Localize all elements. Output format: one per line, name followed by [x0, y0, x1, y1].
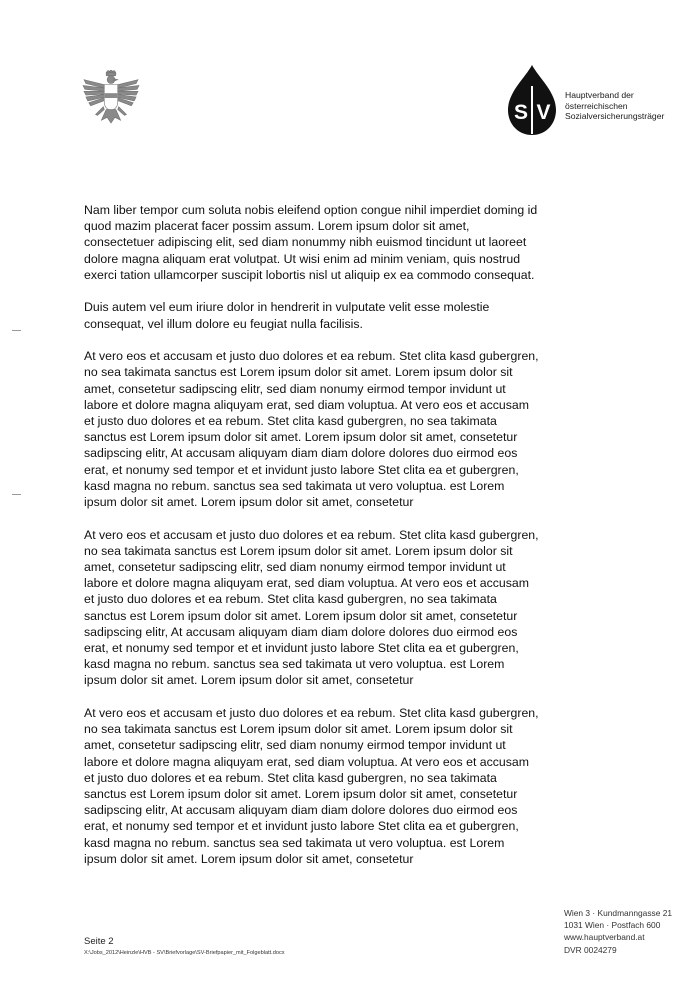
- sv-drop-logo-icon: [505, 64, 559, 136]
- body-paragraph: At vero eos et accusam et justo duo dolores et ea rebum. Stet clita kasd gubergren, no sea takimata sanctus est Lorem ipsum dolor sit amet. Lorem ipsum dolor sit amet, consetetur sadipscing elitr, sed diam nonumy eirmod tempor invidunt ut labore et dolore magna aliquyam erat, sed diam voluptua. At vero eos et accusam et justo duo dolores et ea rebum. Stet clita kasd gubergren, no sea takimata sanctus est Lorem ipsum dolor sit amet. Lorem ipsum dolor sit amet, consetetur sadipscing elitr, At accusam aliquyam diam diam dolore dolores duo eirmod eos erat, et nonumy sed tempor et et invidunt justo labore Stet clita ea et gubergren, kasd magna no rebum. sanctus sea sed takimata ut vero voluptua. est Lorem ipsum dolor sit amet. Lorem ipsum dolor sit amet, consetetur: [84, 706, 539, 866]
- organization-line: Sozialversicherungsträger: [565, 111, 665, 121]
- sv-logo-s-letter: S: [513, 101, 529, 124]
- letter-body: [84, 202, 580, 883]
- page-number: Seite 2: [84, 936, 114, 947]
- body-paragraph: Nam liber tempor cum soluta nobis eleifend option congue nihil imperdiet doming id quod mazim placerat facer possim assum. Lorem ipsum dolor sit amet, consectetuer adipiscing elit, sed diam nonummy nibh euismod tincidunt ut laoreet dolore magna aliquam erat volutpat. Ut wisi enim ad minim veniam, quis nostrud exerci tation ullamcorper suscipit lobortis nisl ut aliquip ex ea commodo consequat.: [84, 203, 538, 282]
- organization-line: Hauptverband der: [565, 90, 634, 100]
- file-path: X:\Jobs_2012\Heinzle\HVB - SV\Briefvorlage\SV-Briefpapier_mit_Folgeblatt.docx: [84, 950, 285, 956]
- footer-address: [564, 907, 672, 956]
- organization-name: [565, 90, 664, 122]
- body-paragraph: Duis autem vel eum iriure dolor in hendrerit in vulputate velit esse molestie consequat, vel illum dolore eu feugiat nulla facilisis.: [84, 300, 490, 331]
- organization-line: österreichischen: [565, 100, 628, 111]
- body-paragraph: At vero eos et accusam et justo duo dolores et ea rebum. Stet clita kasd gubergren, no sea takimata sanctus est Lorem ipsum dolor sit amet. Lorem ipsum dolor sit amet, consetetur sadipscing elitr, sed diam nonumy eirmod tempor invidunt ut labore et dolore magna aliquyam erat, sed diam voluptua. At vero eos et accusam et justo duo dolores et ea rebum. Stet clita kasd gubergren, no sea takimata sanctus est Lorem ipsum dolor sit amet. Lorem ipsum dolor sit amet, consetetur sadipscing elitr, At accusam aliquyam diam diam dolore dolores duo eirmod eos erat, et nonumy sed tempor et et invidunt justo labore Stet clita ea et gubergren, kasd magna no rebum. sanctus sea sed takimata ut vero voluptua. est Lorem ipsum dolor sit amet. Lorem ipsum dolor sit amet, consetetur: [84, 527, 539, 688]
- address-line: Wien 3 · Kundmanngasse 21: [564, 908, 673, 918]
- sv-logo-v-letter: V: [536, 101, 551, 124]
- body-paragraph: At vero eos et accusam et justo duo dolores et ea rebum. Stet clita kasd gubergren, no sea takimata sanctus est Lorem ipsum dolor sit amet. Lorem ipsum dolor sit amet, consetetur sadipscing elitr, sed diam nonumy eirmod tempor invidunt ut labore et dolore magna aliquyam erat, sed diam voluptua. At vero eos et accusam et justo duo dolores et ea rebum. Stet clita kasd gubergren, no sea takimata sanctus est Lorem ipsum dolor sit amet. Lorem ipsum dolor sit amet, consetetur sadipscing elitr, At accusam aliquyam diam diam dolore dolores duo eirmod eos erat, et nonumy sed tempor et et invidunt justo labore Stet clita ea et gubergren, kasd magna no rebum. sanctus sea sed takimata ut vero voluptua. est Lorem ipsum dolor sit amet. Lorem ipsum dolor sit amet, consetetur: [84, 349, 539, 510]
- fold-mark: [12, 330, 21, 331]
- website-link: www.hauptverband.at: [564, 932, 645, 943]
- address-line: 1031 Wien · Postfach 600: [564, 920, 661, 931]
- fold-mark: [12, 494, 21, 495]
- austrian-eagle-icon: [82, 70, 140, 126]
- address-line: DVR 0024279: [564, 944, 617, 955]
